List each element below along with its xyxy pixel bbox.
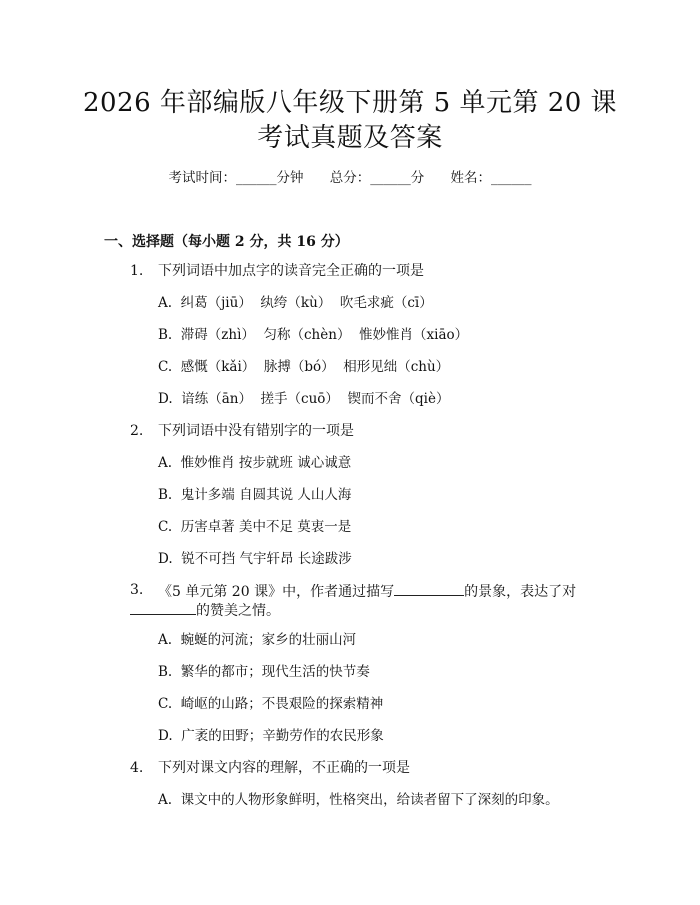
question-number: 4.: [130, 760, 144, 776]
option-b: B. 鬼计多端 自圆其说 人山人海: [158, 487, 352, 503]
exam-time-label: 考试时间：______分钟: [168, 170, 304, 186]
option-b: B. 繁华的都市；现代生活的快节奏: [158, 664, 370, 680]
question-stem-continued: [130, 600, 280, 620]
question-number: 1.: [130, 263, 144, 279]
section-heading: 一、选择题（每小题 2 分，共 16 分）: [104, 234, 349, 250]
question-number: 3.: [130, 582, 144, 598]
fill-blank: [394, 581, 464, 596]
option-a: A. 纠葛（jiū） 纨绔（kù） 吹毛求疵（cī）: [158, 295, 433, 311]
option-c: C. 感慨（kǎi） 脉搏（bó） 相形见绌（chù）: [158, 359, 450, 375]
title-line-1: 2026 年部编版八年级下册第 5 单元第 20 课: [82, 88, 618, 118]
total-score-label: 总分：______分: [329, 170, 425, 186]
title-line-2: 考试真题及答案: [257, 123, 443, 153]
option-c: C. 历害卓著 美中不足 莫衷一是: [158, 519, 352, 535]
question-stem-part-1: 《5 单元第 20 课》中，作者通过描写: [158, 584, 395, 600]
student-name-label: 姓名：______: [450, 170, 532, 186]
option-a: A. 蜿蜒的河流；家乡的壮丽山河: [158, 632, 357, 648]
question-stem: 下列词语中加点字的读音完全正确的一项是: [158, 263, 424, 279]
question-stem: [158, 581, 618, 601]
option-d: D. 谙练（ān） 搓手（cuō） 锲而不舍（qiè）: [158, 391, 450, 407]
question-stem: 下列对课文内容的理解，不正确的一项是: [158, 760, 410, 776]
option-a: A. 课文中的人物形象鲜明，性格突出，给读者留下了深刻的印象。: [158, 792, 559, 808]
question-stem: 下列词语中没有错别字的一项是: [158, 423, 354, 439]
option-b: B. 滞碍（zhì） 匀称（chèn） 惟妙惟肖（xiāo）: [158, 327, 469, 343]
question-stem-part-2: 的景象，表达了对: [464, 584, 577, 600]
fill-blank: [130, 600, 196, 615]
option-d: D. 锐不可挡 气宇轩昂 长途跋涉: [158, 551, 352, 567]
exam-meta: [0, 169, 700, 187]
question-stem-part-3: 的赞美之情。: [196, 603, 280, 619]
option-a: A. 惟妙惟肖 按步就班 诚心诚意: [158, 455, 352, 471]
option-d: D. 广袤的田野；辛勤劳作的农民形象: [158, 728, 384, 744]
option-c: C. 崎岖的山路；不畏艰险的探索精神: [158, 696, 384, 712]
question-number: 2.: [130, 423, 144, 439]
